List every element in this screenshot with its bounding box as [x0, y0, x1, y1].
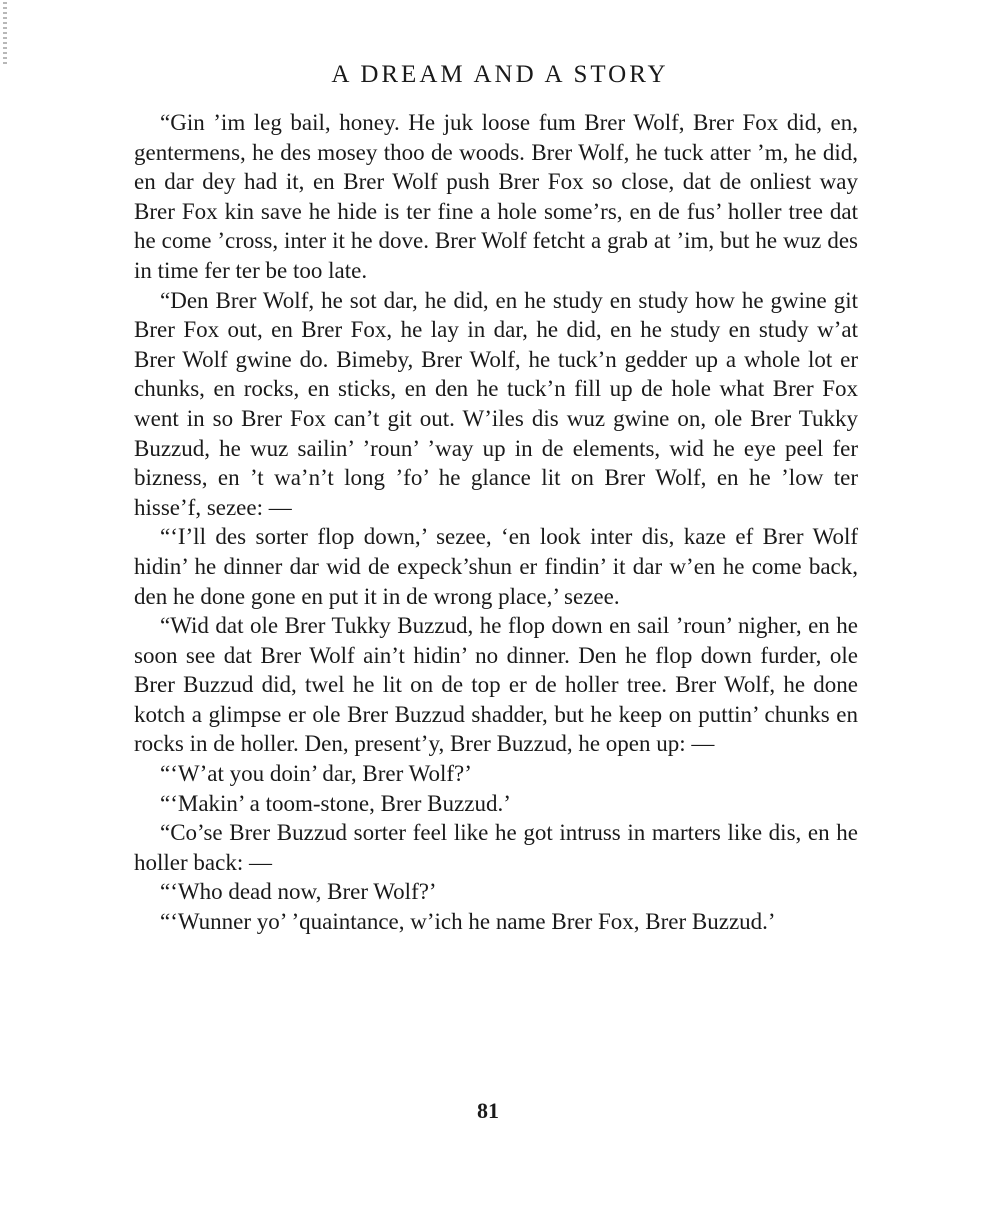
paragraph: “Den Brer Wolf, he sot dar, he did, en he study en study how he gwine git Brer Fox out, en Brer Fox, he lay in dar, he did, en he study en study w’at Brer Wolf gwine do. Bimeby, Brer Wolf, he tuck’n gedder up a whole lot er chunks, en rocks, en sticks, en den he tuck’n fill up de hole what Brer Fox went in so Brer Fox can’t git out. W’iles dis wuz gwine on, ole Brer Tukky Buzzud, he wuz sailin’ ’roun’ ’way up in de elements, wid he eye peel fer bizness, en ’t wa’n’t long ’fo’ he glance lit on Brer Wolf, en he ’low ter hisse’f, sezee: — — [134, 287, 858, 520]
scan-artifact — [3, 2, 7, 64]
paragraph: “‘Who dead now, Brer Wolf?’ — [160, 879, 437, 905]
paragraph: “‘I’ll des sorter flop down,’ sezee, ‘en look inter dis, kaze ef Brer Wolf hidin’ he dinner dar wid de expeck’shun er findin’ it dar w’en he come back, den he done gone en put it in de wrong place,’ sezee. — [134, 524, 858, 609]
body-text — [134, 108, 858, 937]
paragraph: “Gin ’im leg bail, honey. He juk loose fum Brer Wolf, Brer Fox did, en, gentermens, he des mosey thoo de woods. Brer Wolf, he tuck atter ’m, he did, en dar dey had it, en Brer Wolf push Brer Fox so close, dat de onliest way Brer Fox kin save he hide is ter fine a hole some’rs, en de fus’ holler tree dat he come ’cross, inter it he dove. Brer Wolf fetcht a grab at ’im, but he wuz des in time fer ter be too late. — [134, 110, 858, 283]
paragraph: “Co’se Brer Buzzud sorter feel like he got intruss in marters like dis, en he holler back: — — [134, 820, 858, 875]
paragraph: “‘Makin’ a toom-stone, Brer Buzzud.’ — [160, 790, 511, 816]
paragraph: “‘W’at you doin’ dar, Brer Wolf?’ — [160, 761, 472, 787]
paragraph: “Wid dat ole Brer Tukky Buzzud, he flop down en sail ’roun’ nigher, en he soon see dat Brer Wolf ain’t hidin’ no dinner. Den he flop down furder, ole Brer Buzzud did, twel he lit on de top er de holler tree. Brer Wolf, he done kotch a glimpse er ole Brer Buzzud shadder, but he keep on puttin’ chunks en rocks in de holler. Den, present’y, Brer Buzzud, he open up: — — [134, 613, 858, 757]
page-number: 81 — [477, 1098, 499, 1123]
paragraph: “‘Wunner yo’ ’quaintance, w’ich he name Brer Fox, Brer Buzzud.’ — [160, 909, 776, 935]
running-head: A DREAM AND A STORY — [331, 61, 669, 88]
